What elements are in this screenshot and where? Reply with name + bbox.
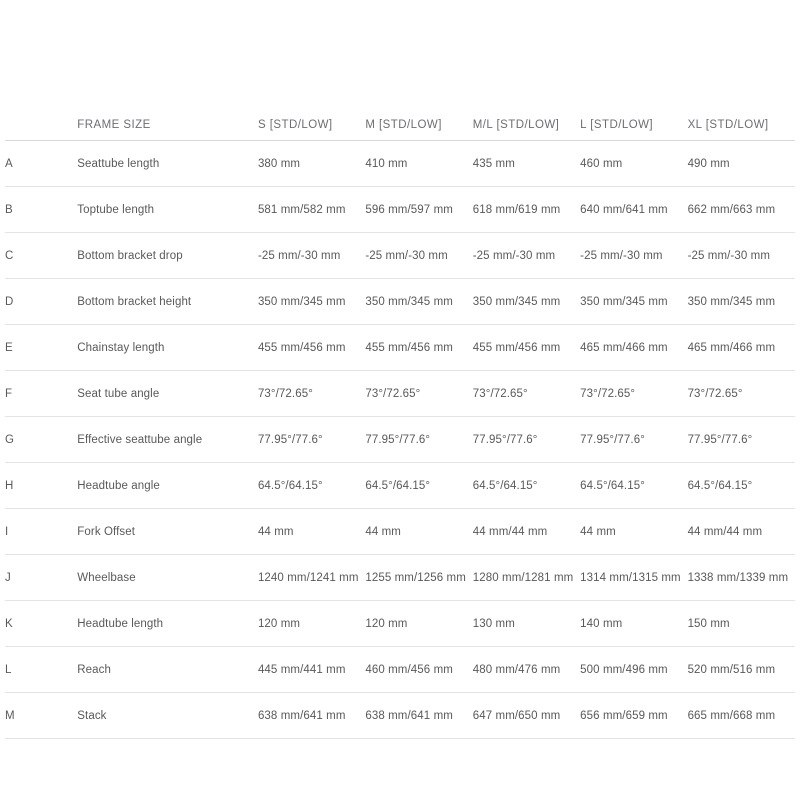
table-header: [5, 95, 795, 141]
row-value-m: 410 mm: [365, 141, 472, 187]
row-label: Fork Offset: [77, 509, 258, 555]
row-value-ml: 44 mm/44 mm: [473, 509, 580, 555]
row-value-xl: 520 mm/516 mm: [688, 647, 795, 693]
row-value-s: 64.5°/64.15°: [258, 463, 365, 509]
row-value-m: 596 mm/597 mm: [365, 187, 472, 233]
row-value-s: 638 mm/641 mm: [258, 693, 365, 739]
row-value-s: 581 mm/582 mm: [258, 187, 365, 233]
row-value-l: 656 mm/659 mm: [580, 693, 687, 739]
table-row: [5, 233, 795, 279]
row-value-l: 350 mm/345 mm: [580, 279, 687, 325]
row-value-s: 350 mm/345 mm: [258, 279, 365, 325]
row-value-ml: 130 mm: [473, 601, 580, 647]
row-label: Toptube length: [77, 187, 258, 233]
row-letter: I: [5, 509, 77, 555]
row-value-ml: 73°/72.65°: [473, 371, 580, 417]
row-label: Reach: [77, 647, 258, 693]
table-row: [5, 693, 795, 739]
row-letter: A: [5, 141, 77, 187]
row-value-ml: 350 mm/345 mm: [473, 279, 580, 325]
row-value-ml: 647 mm/650 mm: [473, 693, 580, 739]
row-value-xl: 350 mm/345 mm: [688, 279, 795, 325]
header-size-s: S [STD/LOW]: [258, 95, 365, 141]
row-value-m: 44 mm: [365, 509, 472, 555]
row-label: Seat tube angle: [77, 371, 258, 417]
header-frame-size: FRAME SIZE: [77, 95, 258, 141]
table-row: [5, 279, 795, 325]
row-value-ml: 64.5°/64.15°: [473, 463, 580, 509]
row-value-s: 380 mm: [258, 141, 365, 187]
row-value-ml: 77.95°/77.6°: [473, 417, 580, 463]
row-value-xl: -25 mm/-30 mm: [688, 233, 795, 279]
row-value-s: 77.95°/77.6°: [258, 417, 365, 463]
row-value-m: 638 mm/641 mm: [365, 693, 472, 739]
row-value-m: 460 mm/456 mm: [365, 647, 472, 693]
header-letter: [5, 95, 77, 141]
row-value-ml: 618 mm/619 mm: [473, 187, 580, 233]
row-label: Wheelbase: [77, 555, 258, 601]
row-letter: F: [5, 371, 77, 417]
row-value-xl: 64.5°/64.15°: [688, 463, 795, 509]
header-size-xl: XL [STD/LOW]: [688, 95, 795, 141]
row-value-l: 500 mm/496 mm: [580, 647, 687, 693]
row-value-l: -25 mm/-30 mm: [580, 233, 687, 279]
row-value-xl: 1338 mm/1339 mm: [688, 555, 795, 601]
row-value-l: 77.95°/77.6°: [580, 417, 687, 463]
table-row: [5, 463, 795, 509]
table-row: [5, 509, 795, 555]
row-letter: D: [5, 279, 77, 325]
row-value-xl: 73°/72.65°: [688, 371, 795, 417]
row-value-s: 1240 mm/1241 mm: [258, 555, 365, 601]
row-value-l: 1314 mm/1315 mm: [580, 555, 687, 601]
header-size-m: M [STD/LOW]: [365, 95, 472, 141]
row-label: Bottom bracket height: [77, 279, 258, 325]
row-letter: K: [5, 601, 77, 647]
row-letter: E: [5, 325, 77, 371]
row-letter: G: [5, 417, 77, 463]
row-label: Headtube length: [77, 601, 258, 647]
row-value-l: 64.5°/64.15°: [580, 463, 687, 509]
row-value-l: 640 mm/641 mm: [580, 187, 687, 233]
table-row: [5, 555, 795, 601]
row-value-m: 350 mm/345 mm: [365, 279, 472, 325]
row-value-s: 445 mm/441 mm: [258, 647, 365, 693]
row-value-ml: -25 mm/-30 mm: [473, 233, 580, 279]
row-value-xl: 465 mm/466 mm: [688, 325, 795, 371]
row-letter: B: [5, 187, 77, 233]
row-value-m: 120 mm: [365, 601, 472, 647]
row-value-xl: 665 mm/668 mm: [688, 693, 795, 739]
row-value-s: 455 mm/456 mm: [258, 325, 365, 371]
row-label: Chainstay length: [77, 325, 258, 371]
row-value-l: 140 mm: [580, 601, 687, 647]
table-row: [5, 325, 795, 371]
row-label: Effective seattube angle: [77, 417, 258, 463]
row-value-s: 44 mm: [258, 509, 365, 555]
row-value-xl: 77.95°/77.6°: [688, 417, 795, 463]
row-value-ml: 435 mm: [473, 141, 580, 187]
header-size-ml: M/L [STD/LOW]: [473, 95, 580, 141]
table-row: [5, 187, 795, 233]
row-value-m: -25 mm/-30 mm: [365, 233, 472, 279]
row-label: Headtube angle: [77, 463, 258, 509]
row-value-ml: 455 mm/456 mm: [473, 325, 580, 371]
row-value-m: 455 mm/456 mm: [365, 325, 472, 371]
row-label: Seattube length: [77, 141, 258, 187]
table-row: [5, 371, 795, 417]
row-value-m: 73°/72.65°: [365, 371, 472, 417]
table-row: [5, 417, 795, 463]
row-letter: H: [5, 463, 77, 509]
row-letter: M: [5, 693, 77, 739]
table-row: [5, 601, 795, 647]
row-value-l: 465 mm/466 mm: [580, 325, 687, 371]
row-value-xl: 662 mm/663 mm: [688, 187, 795, 233]
row-value-l: 73°/72.65°: [580, 371, 687, 417]
geometry-table: [5, 95, 795, 739]
row-label: Bottom bracket drop: [77, 233, 258, 279]
row-value-s: 73°/72.65°: [258, 371, 365, 417]
table-row: [5, 647, 795, 693]
row-value-m: 1255 mm/1256 mm: [365, 555, 472, 601]
row-value-l: 44 mm: [580, 509, 687, 555]
row-value-s: 120 mm: [258, 601, 365, 647]
row-letter: L: [5, 647, 77, 693]
row-value-s: -25 mm/-30 mm: [258, 233, 365, 279]
header-size-l: L [STD/LOW]: [580, 95, 687, 141]
table-body: [5, 141, 795, 739]
row-value-xl: 44 mm/44 mm: [688, 509, 795, 555]
row-value-l: 460 mm: [580, 141, 687, 187]
table-header-row: [5, 95, 795, 141]
row-value-ml: 1280 mm/1281 mm: [473, 555, 580, 601]
row-letter: C: [5, 233, 77, 279]
row-value-m: 64.5°/64.15°: [365, 463, 472, 509]
row-value-m: 77.95°/77.6°: [365, 417, 472, 463]
row-value-ml: 480 mm/476 mm: [473, 647, 580, 693]
row-label: Stack: [77, 693, 258, 739]
row-value-xl: 150 mm: [688, 601, 795, 647]
row-letter: J: [5, 555, 77, 601]
table-row: [5, 141, 795, 187]
row-value-xl: 490 mm: [688, 141, 795, 187]
